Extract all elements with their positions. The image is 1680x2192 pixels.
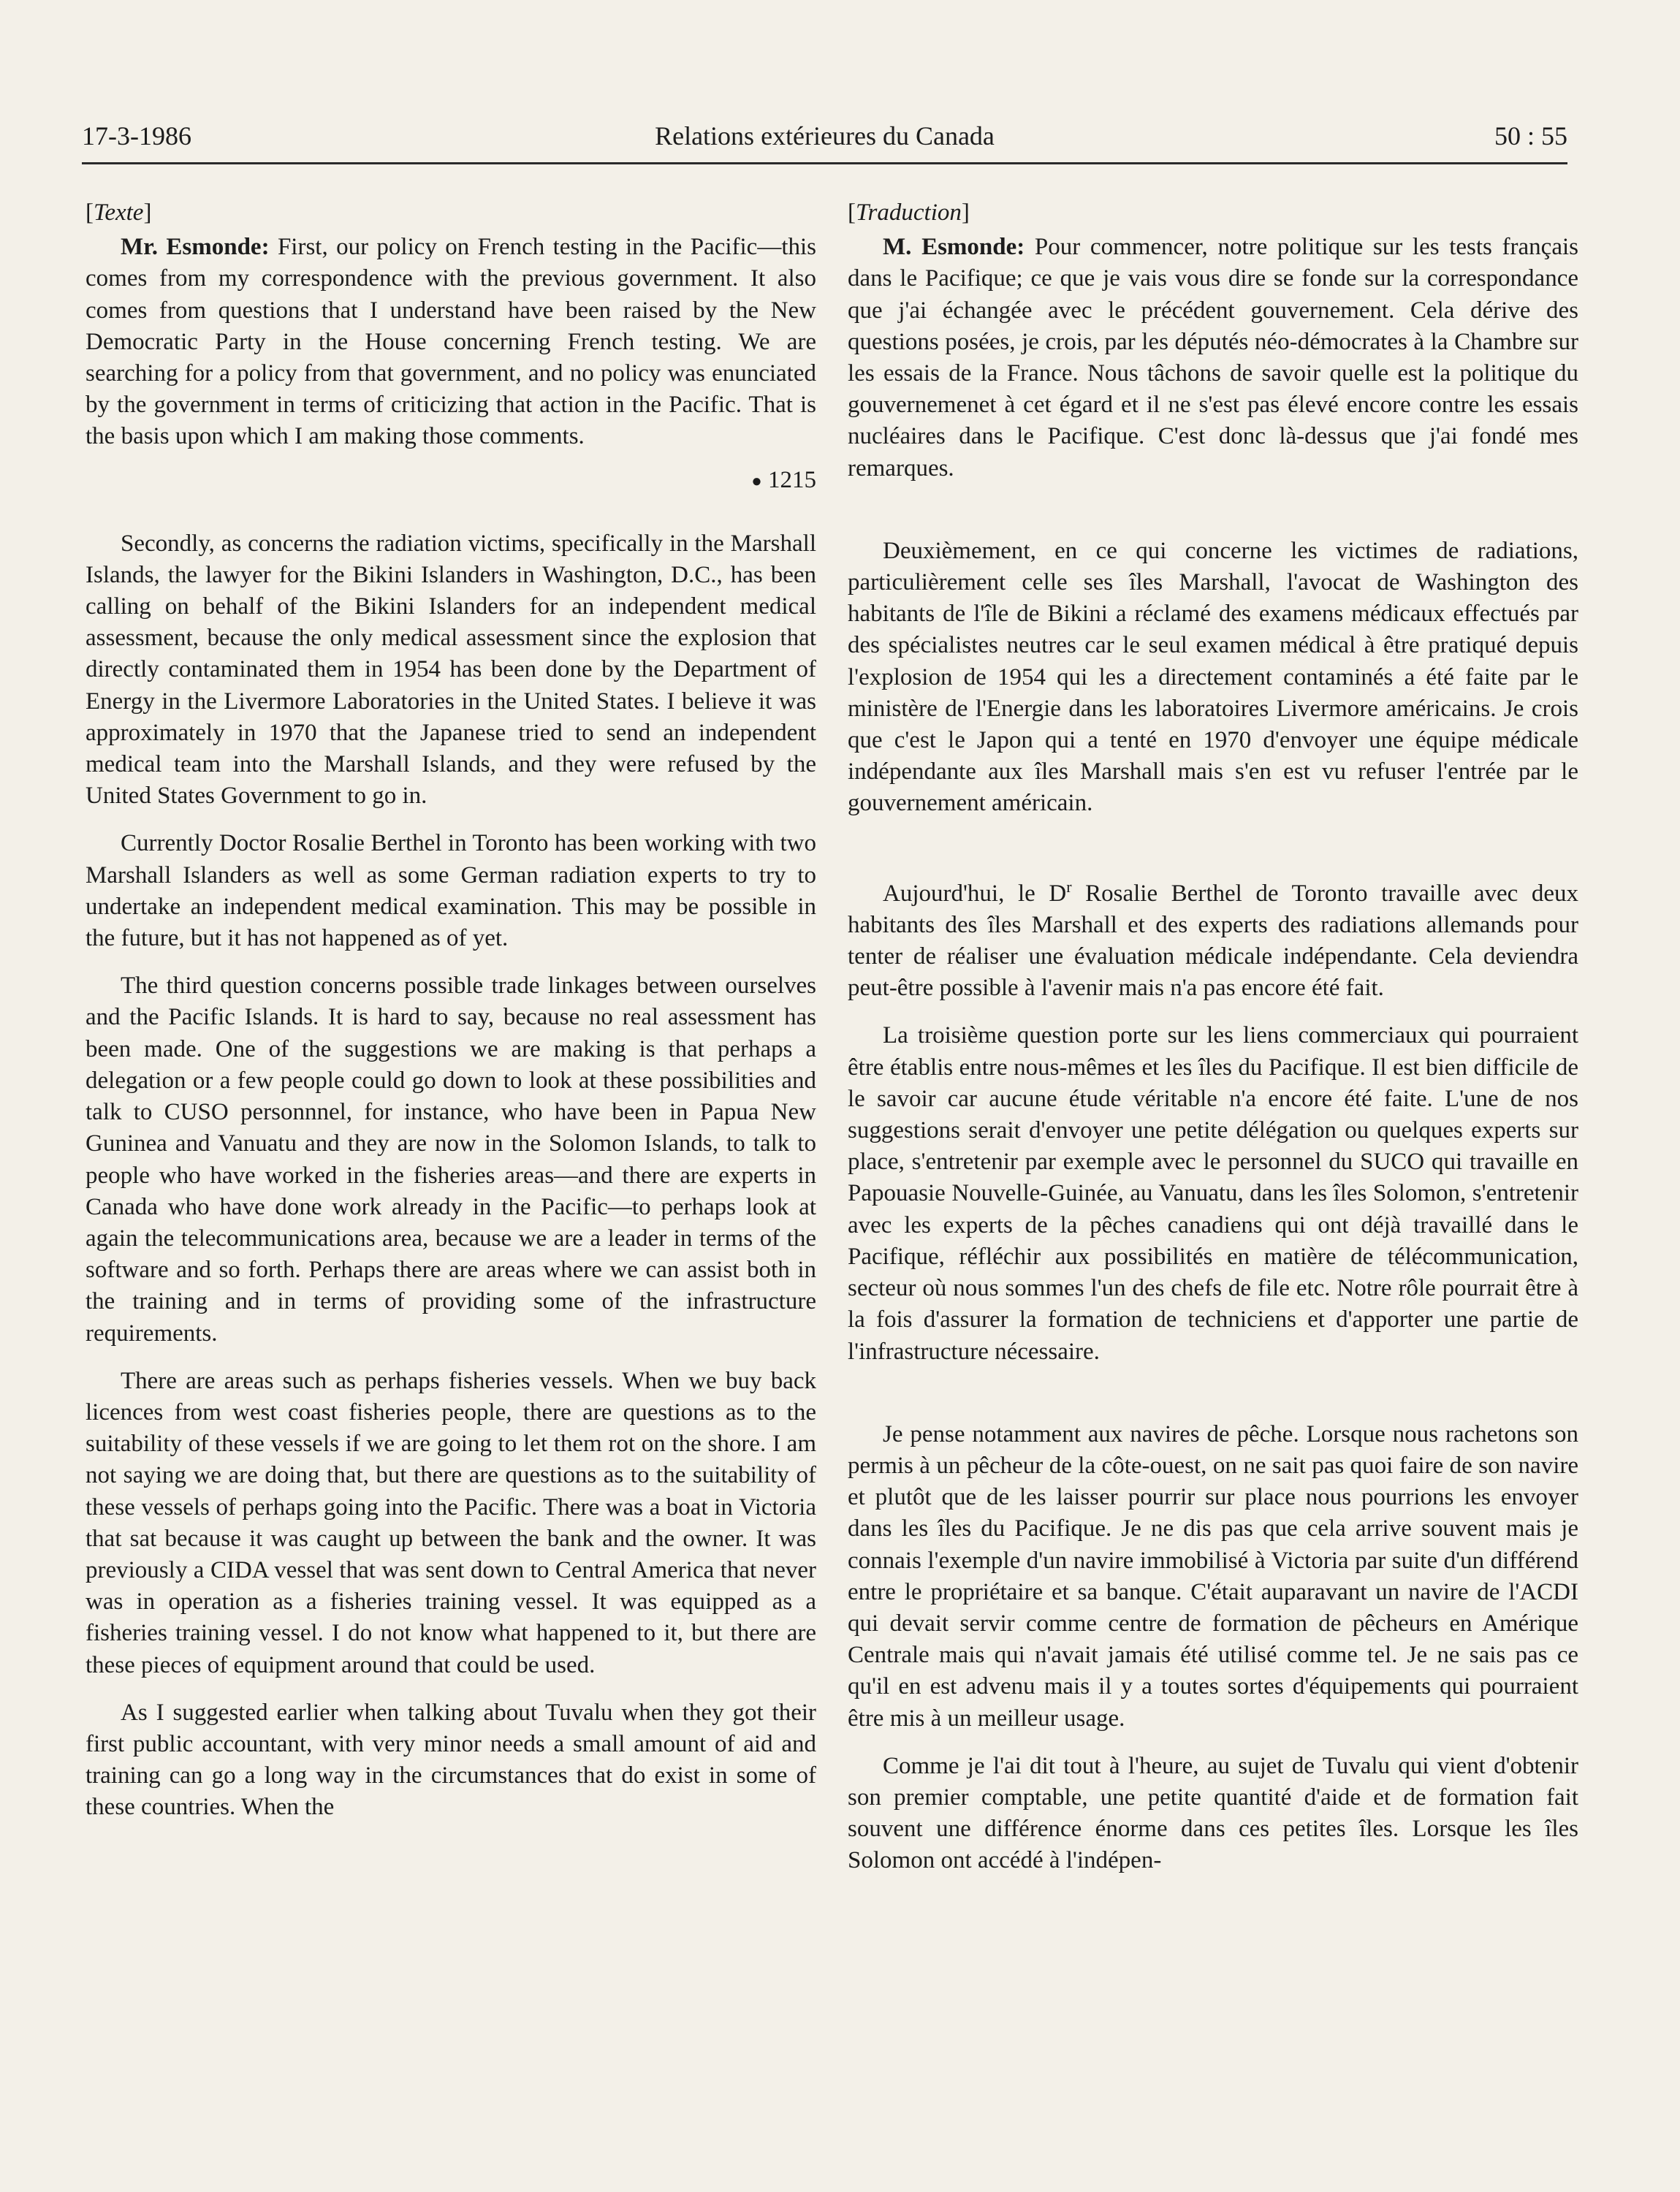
french-paragraph-3-rest: Rosalie Berthel de Toronto travaille avec deux habitants des îles Marshall et des experts des radiations allemands pour tenter de réaliser une évaluation médicale indépendante. Cela deviendra peut-être possible à l'avenir mais n'a pas encore été fait. (848, 880, 1578, 1002)
english-paragraph-6: As I suggested earlier when talking about Tuvalu when they got their first public accountant, with very minor needs a small amount of aid and training can go a long way in the circumstances that do exist in some of these countries. When the (85, 1699, 816, 1821)
french-paragraph-5: Je pense notamment aux navires de pêche. Lorsque nous rachetons son permis à un pêcheur de la côte-ouest, on ne sait pas quoi faire de son navire et plutôt que de les laisser pourrir sur place nous pourrions les envoyer dans les îles du Pacifique. Je ne dis pas que cela arrive souvent mais je connais l'exemple d'un navire immobilisé à Victoria par suite d'un différend entre le propriétaire et sa banque. C'était auparavant un navire de l'ACDI qui devait servir comme centre de formation de pêcheurs en Amérique Centrale mais qui n'avait jamais été utilisé comme tel. Je ne sais pas ce qu'il en est advenu mais il y a toutes sortes d'équipements qui pourraient être mis à un meilleur usage. (848, 1420, 1578, 1732)
french-paragraph-2: Deuxièmement, en ce qui concerne les victimes de radiations, particulièrement celle ses îles Marshall, l'avocat de Washington des habitants de l'île de Bikini a réclamé des examens médicaux effectués par des spécialistes neutres car le seul examen médical à être pratiqué depuis l'explosion de 1954 qui les a directement contaminés a été faite par le ministère de l'Energie dans les laboratoires Livermore américains. Je crois que c'est le Japon qui a tenté en 1970 d'envoyer une équipe médicale indépendante aux îles Marshall mais s'en est vu refuser l'entrée par le gouvernement américain. (848, 537, 1578, 817)
french-paragraph-3-start: Aujourd'hui, le D (883, 880, 1067, 907)
header-date: 17-3-1986 (82, 121, 191, 151)
timecode (85, 465, 816, 498)
header-rule (82, 162, 1567, 164)
timecode-text: 1215 (768, 466, 816, 493)
english-label-text: Texte (94, 199, 144, 226)
header-title: Relations extérieures du Canada (655, 121, 995, 151)
french-paragraph-3 (848, 871, 1578, 1005)
english-column (85, 197, 816, 1824)
header-page-number: 50 : 55 (1494, 121, 1567, 151)
french-paragraph-1 (848, 232, 1578, 484)
french-paragraph-6: Comme je l'ai dit tout à l'heure, au sujet de Tuvalu qui vient d'obtenir son premier comptable, une petite quantité d'aide et de formation fait souvent une différence énorme dans ces petites îles. Lorsque les îles Solomon ont accédé à l'indépen- (848, 1752, 1578, 1874)
english-paragraph-1 (85, 232, 816, 452)
french-paragraph-1-text: Pour commencer, notre politique sur les tests français dans le Pacifique; ce que je vais vous dire se fonde sur la correspondance que j'ai échangée avec le précédent gouvernement. Cela dérive des questions posées, je crois, par les députés néo-démocrates à la Chambre sur les essais de la France. Nous tâchons de savoir quelle est la politique du gouvernemenet à cet égard et il ne s'est pas élevé encore contre les essais nucléaires dans le Pacifique. C'est donc là-dessus que j'ai fondé mes remarques. (848, 234, 1578, 482)
english-paragraph-1-text: First, our policy on French testing in the Pacific—this comes from my correspondence with the previous government. It also comes from questions that I understand have been raised by the New Democratic Party in the House concerning French testing. We are searching for a policy from that government, and no policy was enunciated by the government in terms of criticizing that action in the Pacific. That is the basis upon which I am making those comments. (85, 234, 816, 450)
english-label: [Texte] (85, 199, 152, 226)
french-paragraph-3-sup: r (1066, 877, 1072, 896)
french-label: [Traduction] (848, 199, 970, 226)
english-paragraph-2: Secondly, as concerns the radiation victims, specifically in the Marshall Islands, the lawyer for the Bikini Islanders in Washington, D.C., has been calling on behalf of the Bikini Islanders for an independent medical assessment, because the only medical assessment since the explosion that directly contaminated them in 1954 has been done by the Department of Energy in the Livermore Laboratories in the United States. I believe it was approximately in 1970 that the Japanese tried to send an independent medical team into the Marshall Islands, and they were refused by the United States Government to go in. (85, 530, 816, 810)
english-paragraph-3: Currently Doctor Rosalie Berthel in Toronto has been working with two Marshall Islanders as well as some German radiation experts to try to undertake an independent medical examination. This may be possible in the future, but it has not happened as of yet. (85, 830, 816, 952)
english-speaker: Mr. Esmonde: (121, 234, 270, 261)
english-paragraph-5: There are areas such as perhaps fisheries vessels. When we buy back licences from west coast fisheries people, there are questions as to the suitability of these vessels if we are going to let them rot on the shore. I am not saying we are doing that, but there are questions as to the suitability of these vessels of perhaps going into the Pacific. There was a boat in Victoria that sat because it was caught up between the bank and the owner. It was previously a CIDA vessel that was sent down to Central America that never was in operation as a fisheries training vessel. It was equipped as a fisheries training vessel. I do not know what happened to it, but there are these pieces of equipment around that could be used. (85, 1367, 816, 1678)
page-header (82, 118, 1567, 162)
french-label-text: Traduction (856, 199, 962, 226)
french-speaker: M. Esmonde: (883, 234, 1025, 261)
french-column (848, 197, 1578, 1877)
bullet-icon: ● (751, 471, 762, 491)
english-paragraph-4: The third question concerns possible trade linkages between ourselves and the Pacific Islands. It is hard to say, because no real assessment has been made. One of the suggestions we are making is that perhaps a delegation or a few people could go down to look at these possibilities and talk to CUSO personnnel, for instance, who have been in Papua New Guninea and Vanuatu and they are now in the Solomon Islands, to talk to people who have worked in the fisheries areas—and there are experts in Canada who have done work already in the Pacific—to perhaps look at again the telecommunications area, because we are a leader in terms of the software and so forth. Perhaps there are areas where we can assist both in the training and in terms of providing some of the infrastructure requirements. (85, 973, 816, 1347)
french-paragraph-4: La troisième question porte sur les liens commerciaux qui pourraient être établis entre nous-mêmes et les îles du Pacifique. Il est bien difficile de le savoir car aucune étude véritable n'a encore été faite. L'une de nos suggestions serait d'envoyer une petite délégation ou quelques experts sur place, s'entretenir par exemple avec le personnel du SUCO qui travaille en Papouasie Nouvelle-Guinée, au Vanuatu, dans les îles Solomon, s'entretenir avec les experts de la pêches canadiens qui ont déjà travaillé dans le Pacifique, réfléchir aux possibilités en matière de télécommunication, secteur où nous sommes l'un des chefs de file etc. Notre rôle pourrait être à la fois d'assurer la formation de techniciens et d'apporter une partie de l'infrastructure nécessaire. (848, 1022, 1578, 1365)
